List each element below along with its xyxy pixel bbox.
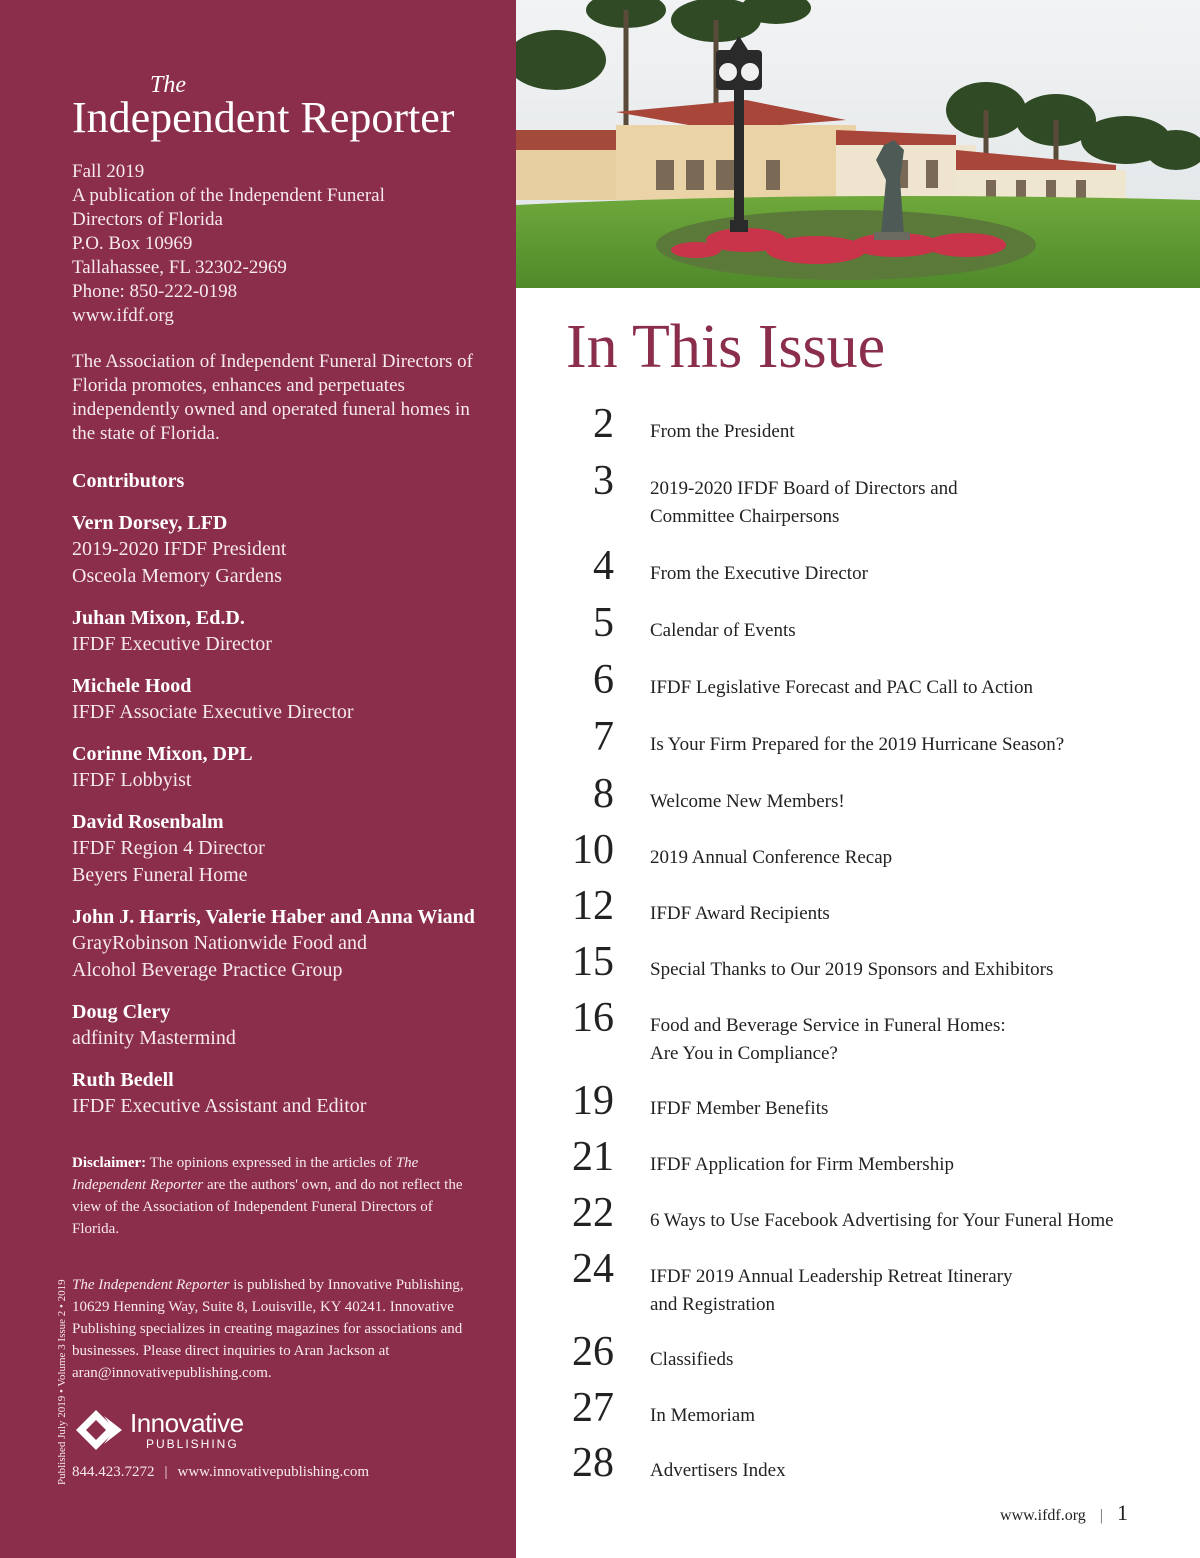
contributor-role: 2019-2020 IFDF President xyxy=(72,538,287,560)
toc-page-number: 15 xyxy=(572,939,614,985)
contributor-name: Doug Clery xyxy=(72,1001,171,1023)
toc-title-line: Food and Beverage Service in Funeral Homes: xyxy=(650,1015,1006,1036)
page-footer xyxy=(1000,1500,1128,1526)
contributor-name: Ruth Bedell xyxy=(72,1069,174,1091)
contributor-name: Michele Hood xyxy=(72,675,192,697)
toc-page-number: 4 xyxy=(593,543,614,589)
toc-page-number: 27 xyxy=(572,1385,614,1431)
masthead-title: Independent Reporter xyxy=(72,93,455,142)
contributor-role: GrayRobinson Nationwide Food and xyxy=(72,932,367,954)
contributor-org: Beyers Funeral Home xyxy=(72,864,248,886)
toc-title-line: IFDF Application for Firm Membership xyxy=(650,1154,954,1175)
publisher-contact xyxy=(72,1464,369,1481)
toc-page-number: 5 xyxy=(593,600,614,646)
toc-title-line: Committee Chairpersons xyxy=(650,506,840,527)
contributor xyxy=(72,904,492,984)
website-link[interactable]: www.ifdf.org xyxy=(72,305,174,326)
contributor-role: IFDF Associate Executive Director xyxy=(72,701,354,723)
toc-page-number: 6 xyxy=(593,657,614,703)
toc-title-line: 6 Ways to Use Facebook Advertising for Your Funeral Home xyxy=(650,1210,1114,1231)
publication-date-vertical: Published July 2019 • Volume 3 Issue 2 • 2019 xyxy=(56,1279,68,1485)
city-state-zip: Tallahassee, FL 32302-2969 xyxy=(72,257,287,278)
cover-photo xyxy=(516,0,1200,288)
logo-name: Innovative xyxy=(130,1408,244,1438)
disclaimer-text: The opinions expressed in the articles of xyxy=(146,1155,396,1171)
disclaimer xyxy=(72,1152,472,1240)
separator: | xyxy=(164,1464,168,1480)
contributors-list xyxy=(72,510,492,1135)
toc-page-number: 22 xyxy=(572,1190,614,1236)
contributor-name: David Rosenbalm xyxy=(72,811,224,833)
toc-title-line: In Memoriam xyxy=(650,1405,756,1426)
toc-title-line: and Registration xyxy=(650,1294,776,1315)
toc-page-number: 28 xyxy=(572,1440,614,1486)
contributor-role: IFDF Executive Assistant and Editor xyxy=(72,1095,367,1117)
contributor-org: Osceola Memory Gardens xyxy=(72,565,282,587)
toc-title-line: Special Thanks to Our 2019 Sponsors and Exhibitors xyxy=(650,959,1054,980)
toc-page-number: 19 xyxy=(572,1078,614,1124)
contributor-name: John J. Harris, Valerie Haber and Anna Wiand xyxy=(72,906,475,928)
toc-title-line: Calendar of Events xyxy=(650,620,796,641)
contributor xyxy=(72,741,492,794)
contributor-name: Vern Dorsey, LFD xyxy=(72,512,228,534)
contributors-heading: Contributors xyxy=(72,470,185,492)
issue-date: Fall 2019 xyxy=(72,161,145,182)
phone: Phone: 850-222-0198 xyxy=(72,281,238,302)
toc-page-number: 7 xyxy=(593,714,614,760)
toc-title-line: 2019 Annual Conference Recap xyxy=(650,847,893,868)
publisher-website-link[interactable]: www.innovativepublishing.com xyxy=(177,1464,370,1480)
contributor-role: IFDF Region 4 Director xyxy=(72,837,265,859)
contributor-name: Juhan Mixon, Ed.D. xyxy=(72,607,245,629)
po-box: P.O. Box 10969 xyxy=(72,233,193,254)
toc-title-line: Is Your Firm Prepared for the 2019 Hurricane Season? xyxy=(650,734,1065,755)
disclaimer-text: are the authors' own, and do not reflect the view of the Association of Independent Funeral Directors of Florida. xyxy=(72,1177,463,1237)
toc-title-line: Advertisers Index xyxy=(650,1460,786,1481)
innovative-publishing-logo xyxy=(74,1404,254,1454)
toc-title-line: From the President xyxy=(650,421,795,442)
toc-title-line: 2019-2020 IFDF Board of Directors and xyxy=(650,478,958,499)
publication-name: The Independent Reporter xyxy=(72,1277,230,1293)
toc-title-line: Welcome New Members! xyxy=(650,791,845,812)
toc-title-line: IFDF Award Recipients xyxy=(650,903,830,924)
masthead-the: The xyxy=(150,72,186,98)
toc-title-line: Are You in Compliance? xyxy=(650,1043,838,1064)
contributor-role: IFDF Lobbyist xyxy=(72,769,192,791)
diamond-logo-icon xyxy=(74,1408,128,1452)
toc-title-line: IFDF Member Benefits xyxy=(650,1098,829,1119)
publisher-phone: 844.423.7272 xyxy=(72,1464,155,1480)
mission-statement: The Association of Independent Funeral Directors of Florida promotes, enhances and perpetuates independently owned and operated funeral homes in the state of Florida. xyxy=(72,351,473,444)
contributor-org: Alcohol Beverage Practice Group xyxy=(72,959,343,981)
toc-page-number: 21 xyxy=(572,1134,614,1180)
contributor xyxy=(72,999,492,1052)
publisher-text: is published by Innovative Publishing, 10629 Henning Way, Suite 8, Louisville, KY 40241. Innovative Publishing specializes in creating magazines for associations and businesses. Please direct inquiries to Aran Jackson at aran@innovativepublishing.com. xyxy=(72,1277,464,1381)
toc-title-line: From the Executive Director xyxy=(650,563,868,584)
contributor xyxy=(72,605,492,658)
publisher-line-2: Directors of Florida xyxy=(72,209,223,230)
toc-page-number: 3 xyxy=(593,458,614,504)
toc-title-line: IFDF 2019 Annual Leadership Retreat Itinerary xyxy=(650,1266,1013,1287)
contributor-role: IFDF Executive Director xyxy=(72,633,272,655)
toc-page-number: 16 xyxy=(572,995,614,1041)
toc-page-number: 12 xyxy=(572,883,614,929)
footer-website-link[interactable]: www.ifdf.org xyxy=(1000,1507,1086,1524)
publication-name: The Independent Reporter xyxy=(72,1155,419,1193)
toc-title-line: Classifieds xyxy=(650,1349,734,1370)
toc-title-line: IFDF Legislative Forecast and PAC Call to Action xyxy=(650,677,1033,698)
publisher-note xyxy=(72,1274,484,1384)
contributor-name: Corinne Mixon, DPL xyxy=(72,743,253,765)
disclaimer-label: Disclaimer: xyxy=(72,1155,147,1171)
toc-page-number: 10 xyxy=(572,827,614,873)
separator: | xyxy=(1099,1507,1103,1524)
toc-title: In This Issue xyxy=(566,313,886,381)
contributor xyxy=(72,1067,492,1120)
contributor xyxy=(72,673,492,726)
contributor-role: adfinity Mastermind xyxy=(72,1027,236,1049)
logo-subtitle: PUBLISHING xyxy=(146,1437,239,1451)
page-number: 1 xyxy=(1117,1500,1128,1525)
contributor xyxy=(72,510,492,590)
toc-page-number: 8 xyxy=(593,771,614,817)
publisher-line-1: A publication of the Independent Funeral xyxy=(72,185,385,206)
publication-info xyxy=(72,160,385,328)
toc-page-number: 26 xyxy=(572,1329,614,1375)
contributor xyxy=(72,809,492,889)
toc-page-number: 24 xyxy=(572,1246,614,1292)
toc-page-number: 2 xyxy=(593,401,614,447)
sidebar xyxy=(0,0,516,1558)
